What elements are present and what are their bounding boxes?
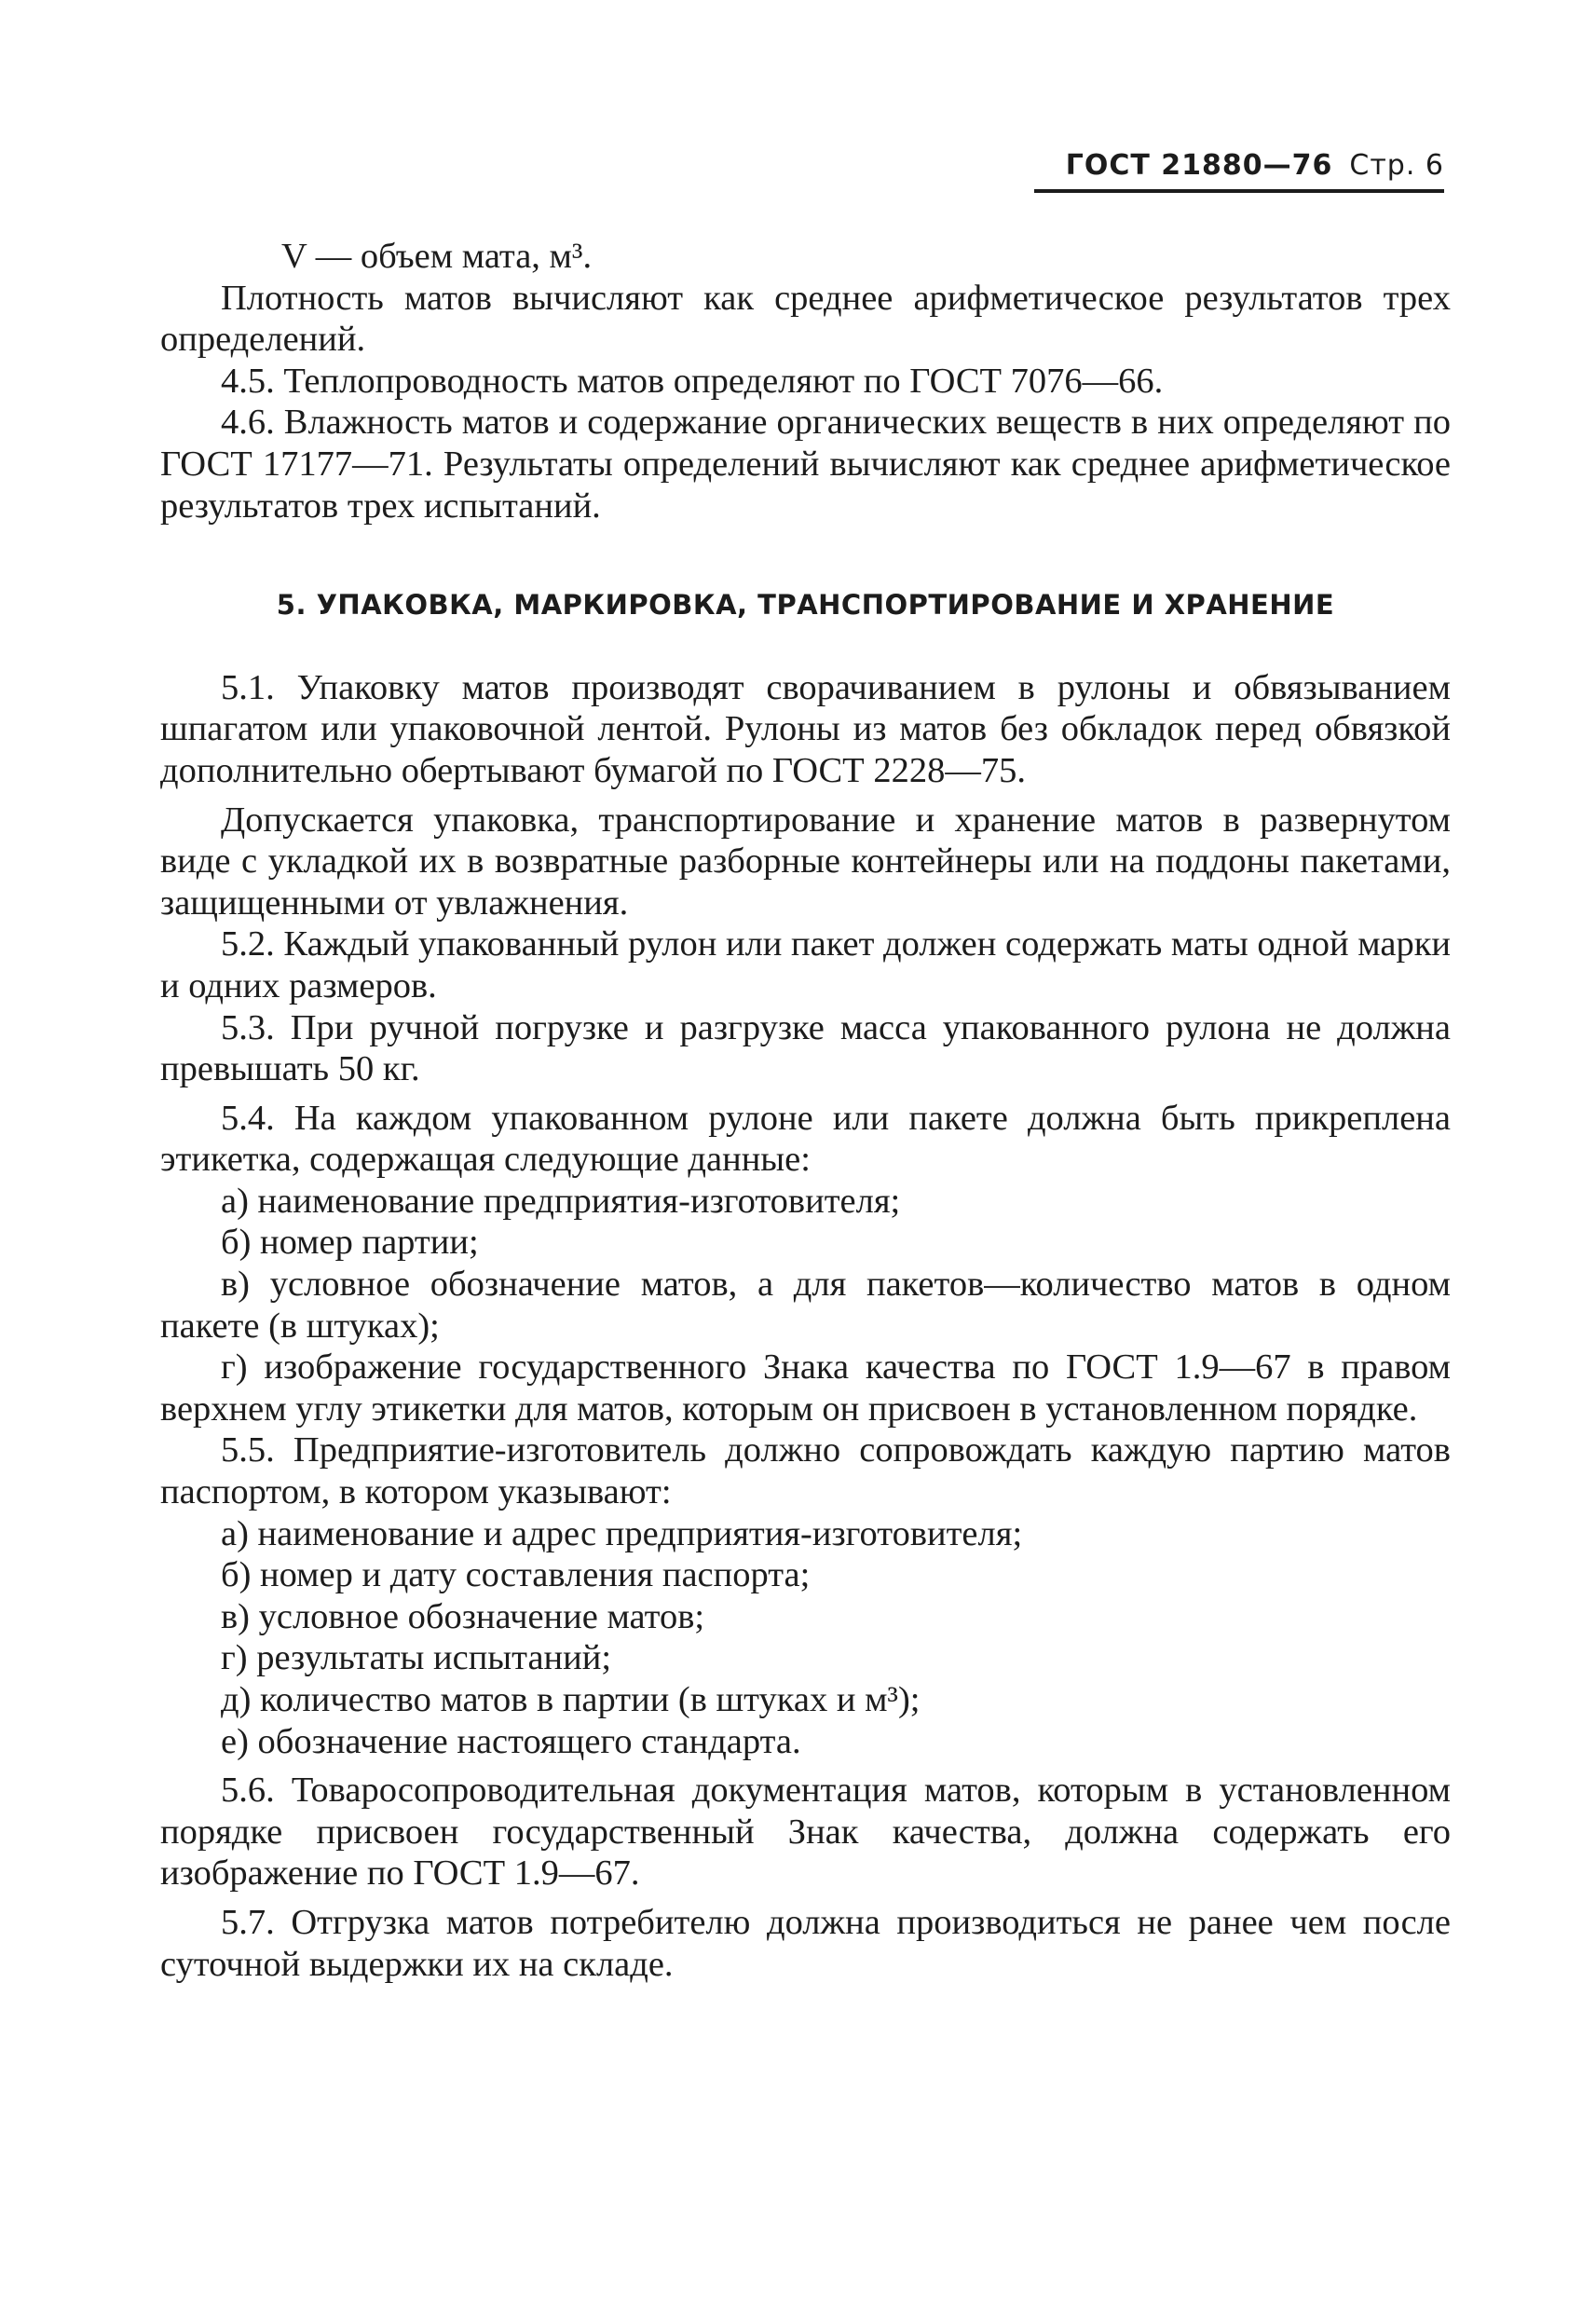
list-item: е) обозначение настоящего стандарта. bbox=[221, 1721, 801, 1761]
paragraph-5-3: 5.3. При ручной погрузке и разгрузке масса упакованного рулона не должна превышать 50 кг. bbox=[160, 1007, 1451, 1089]
paragraph-allowed-packing: Допускается упаковка, транспортирование и хранение матов в развернутом виде с укладкой их в возвратные разборные контейнеры или на поддоны пакетами, защищенными от увлажнения. bbox=[160, 800, 1451, 923]
standard-number: ГОСТ 21880—76 bbox=[1065, 149, 1333, 182]
paragraph-4-5: 4.5. Теплопроводность матов определяют по ГОСТ 7076—66. bbox=[221, 361, 1164, 401]
paragraph-5-6: 5.6. Товаросопроводительная документация матов, которым в установленном порядке присвоен государственный Знак качества, должна содержать его изображение по ГОСТ 1.9—67. bbox=[160, 1771, 1451, 1894]
page-header bbox=[1034, 149, 1444, 193]
list-item: г) изображение государственного Знака качества по ГОСТ 1.9—67 в правом верхнем углу этикетки для матов, которым он присвоен в установленном порядке. bbox=[160, 1347, 1451, 1429]
paragraph-5-2: 5.2. Каждый упакованный рулон или пакет должен содержать маты одной марки и одних размеров. bbox=[160, 924, 1451, 1005]
paragraph-5-4: 5.4. На каждом упакованном рулоне или пакете должна быть прикреплена этикетка, содержащая следующие данные: bbox=[160, 1098, 1451, 1180]
list-item: а) наименование предприятия-изготовителя; bbox=[221, 1181, 901, 1221]
list-item: а) наименование и адрес предприятия-изготовителя; bbox=[221, 1513, 1023, 1553]
paragraph-density: Плотность матов вычисляют как среднее арифметическое результатов трех определений. bbox=[160, 278, 1451, 360]
list-item: б) номер партии; bbox=[221, 1223, 479, 1263]
paragraph-4-6: 4.6. Влажность матов и содержание органических веществ в них определяют по ГОСТ 17177—71. Результаты определений вычисляют как среднее арифметическое результатов трех испытаний. bbox=[160, 403, 1451, 526]
paragraph-5-5: 5.5. Предприятие-изготовитель должно сопровождать каждую партию матов паспортом, в котором указывают: bbox=[160, 1430, 1451, 1512]
page-number: Стр. 6 bbox=[1349, 149, 1444, 182]
list-item: в) условное обозначение матов, а для пакетов—количество матов в одном пакете (в штуках); bbox=[160, 1265, 1451, 1346]
paragraph-5-7: 5.7. Отгрузка матов потребителю должна производиться не ранее чем после суточной выдержки их на складе. bbox=[160, 1902, 1451, 1984]
list-item: б) номер и дату составления паспорта; bbox=[221, 1555, 811, 1595]
paragraph-volume-definition: V — объем мата, м³. bbox=[281, 237, 593, 276]
list-item: в) условное обозначение матов; bbox=[221, 1596, 705, 1636]
section-5-heading: 5. УПАКОВКА, МАРКИРОВКА, ТРАНСПОРТИРОВАНИЕ И ХРАНЕНИЕ bbox=[276, 589, 1335, 622]
list-item: д) количество матов в партии (в штуках и м³); bbox=[221, 1680, 921, 1719]
list-item: г) результаты испытаний; bbox=[221, 1638, 612, 1678]
paragraph-5-1: 5.1. Упаковку матов производят сворачиванием в рулоны и обвязыванием шпагатом или упаковочной лентой. Рулоны из матов без обкладок перед обвязкой дополнительно обертывают бумагой по ГОСТ 2228—75. bbox=[160, 667, 1451, 790]
document-body bbox=[160, 236, 1451, 1985]
